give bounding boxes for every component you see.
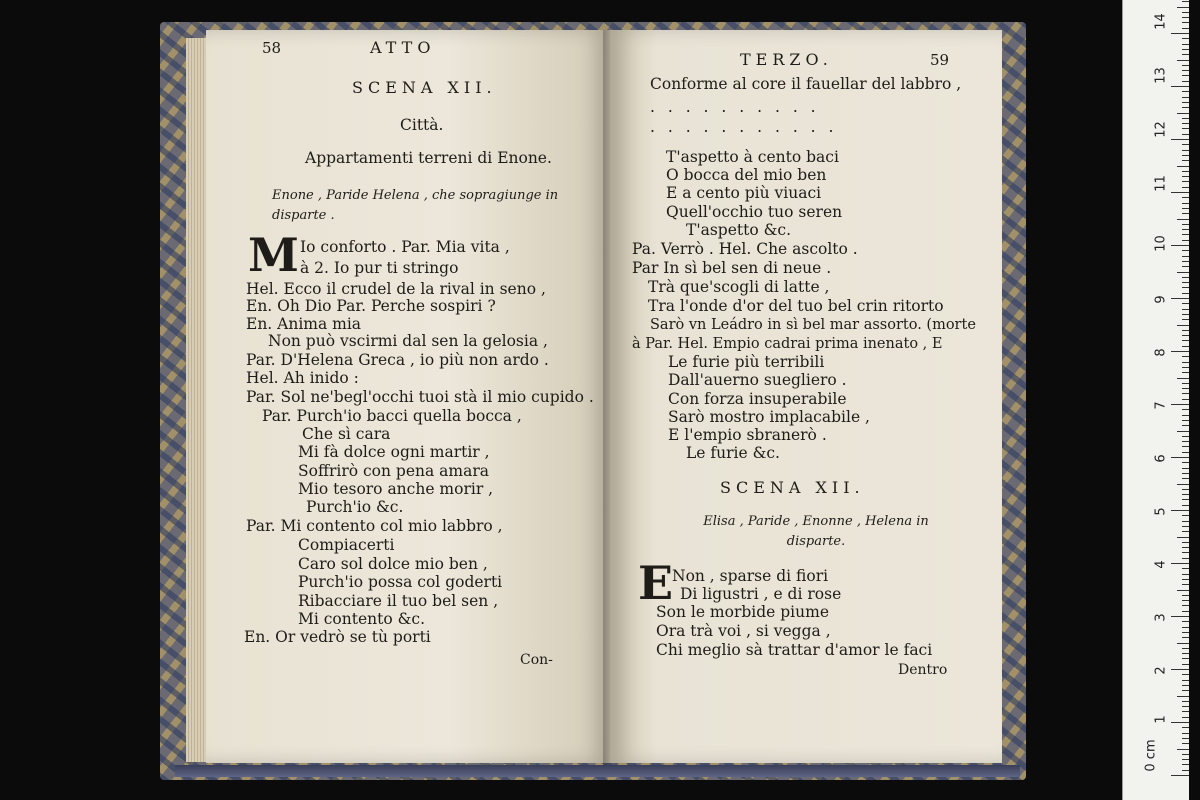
ruler-tick (1182, 176, 1189, 177)
ruler-tick (1182, 653, 1189, 654)
right-line-16: Dall'auerno suegliero . (668, 371, 847, 389)
right-line-5: O bocca del mio ben (666, 166, 827, 184)
right-bottom-line-5: Chi meglio sà trattar d'amor le faci (656, 641, 933, 659)
ruler-tick (1177, 272, 1189, 273)
ruler-tick (1182, 515, 1189, 516)
ruler-tick (1182, 1, 1189, 2)
ruler-tick (1182, 229, 1189, 230)
ruler-tick (1182, 446, 1189, 447)
ruler-tick (1182, 595, 1189, 596)
ruler-tick (1177, 590, 1189, 591)
ruler-tick (1182, 160, 1189, 161)
ruler-tick (1182, 65, 1189, 66)
ruler-tick (1182, 759, 1189, 760)
right-line-17: Con forza insuperabile (668, 390, 847, 408)
scale-ruler (1122, 0, 1189, 800)
left-line-20: Ribacciare il tuo bel sen , (298, 592, 499, 610)
ruler-tick (1182, 574, 1189, 575)
right-line-9: Pa. Verrò . Hel. Che ascolto . (632, 240, 858, 258)
ruler-tick (1182, 28, 1189, 29)
ruler-number-12: 12 (1153, 121, 1169, 138)
right-running-head: TERZO. (740, 50, 833, 69)
drop-cap-e: E (638, 556, 674, 610)
ruler-tick (1182, 552, 1189, 553)
ruler-tick (1182, 664, 1189, 665)
ruler-tick (1171, 33, 1189, 34)
right-line-6: E a cento più viuaci (666, 184, 822, 202)
ruler-tick (1182, 436, 1189, 437)
ruler-tick (1182, 293, 1189, 294)
ruler-tick (1182, 187, 1189, 188)
right-line-19: E l'empio sbranerò . (668, 426, 827, 444)
ruler-number-4: 4 (1153, 560, 1169, 569)
ruler-tick (1182, 213, 1189, 214)
ruler-tick (1177, 166, 1189, 167)
ruler-tick (1182, 425, 1189, 426)
left-line-1: Io conforto . Par. Mia vita , (300, 238, 510, 256)
ruler-tick (1177, 537, 1189, 538)
ruler-number-3: 3 (1153, 613, 1169, 622)
ruler-tick (1182, 91, 1189, 92)
ruler-tick (1182, 261, 1189, 262)
ruler-tick (1182, 319, 1189, 320)
right-line-18: Sarò mostro implacabile , (668, 408, 870, 426)
left-line-19: Purch'io possa col goderti (298, 573, 503, 591)
ruler-tick (1182, 383, 1189, 384)
ruler-tick (1182, 542, 1189, 543)
cover-bottom-edge (175, 765, 1020, 777)
ruler-tick (1177, 7, 1189, 8)
ruler-tick (1182, 107, 1189, 108)
ruler-number-9: 9 (1153, 295, 1169, 304)
ruler-tick (1182, 717, 1189, 718)
ruler-tick (1182, 44, 1189, 45)
ruler-tick (1182, 462, 1189, 463)
right-bottom-line-1: Non , sparse di fiori (672, 567, 829, 585)
ruler-tick (1182, 711, 1189, 712)
ruler-tick (1182, 256, 1189, 257)
ruler-tick (1171, 669, 1189, 670)
ruler-tick (1182, 658, 1189, 659)
ruler-tick (1182, 648, 1189, 649)
left-line-13: Soffrirò con pena amara (298, 462, 489, 480)
ruler-tick (1182, 277, 1189, 278)
ruler-tick (1182, 547, 1189, 548)
ruler-tick (1182, 12, 1189, 13)
ruler-tick (1171, 616, 1189, 617)
ruler-tick (1171, 245, 1189, 246)
ruler-tick (1182, 49, 1189, 50)
ruler-tick (1182, 97, 1189, 98)
left-catchword: Con- (520, 652, 553, 668)
ruler-tick (1182, 584, 1189, 585)
ruler-tick (1177, 378, 1189, 379)
ruler-tick (1182, 600, 1189, 601)
ruler-tick (1182, 701, 1189, 702)
ruler-tick (1182, 743, 1189, 744)
ruler-tick (1182, 521, 1189, 522)
ruler-tick (1171, 510, 1189, 511)
right-bottom-line-3: Son le morbide piume (656, 603, 829, 621)
ruler-tick (1182, 340, 1189, 341)
left-line-14: Mio tesoro anche morir , (298, 480, 494, 498)
ruler-tick (1182, 680, 1189, 681)
left-page-number: 58 (262, 39, 282, 57)
ruler-tick (1182, 70, 1189, 71)
ruler-tick (1182, 505, 1189, 506)
ruler-tick (1182, 118, 1189, 119)
ruler-tick (1182, 303, 1189, 304)
ruler-tick (1171, 139, 1189, 140)
ruler-tick (1182, 314, 1189, 315)
ruler-tick (1182, 420, 1189, 421)
ruler-tick (1182, 706, 1189, 707)
ruler-tick (1182, 409, 1189, 410)
right-line-12: Tra l'onde d'or del tuo bel crin ritorto (648, 297, 944, 315)
ruler-tick (1171, 351, 1189, 352)
left-line-16: Par. Mi contento col mio labbro , (246, 517, 503, 535)
ruler-tick (1182, 208, 1189, 209)
ruler-tick (1182, 335, 1189, 336)
ruler-tick (1177, 219, 1189, 220)
ruler-number-11: 11 (1153, 175, 1169, 192)
ruler-tick (1182, 144, 1189, 145)
drop-cap-m: M (248, 228, 299, 282)
ruler-tick (1182, 266, 1189, 267)
ruler-tick (1182, 627, 1189, 628)
ruler-tick (1182, 754, 1189, 755)
ruler-tick (1182, 393, 1189, 394)
right-line-2: . . . . . . . . . . (650, 98, 820, 116)
ruler-tick (1182, 441, 1189, 442)
ruler-tick (1182, 181, 1189, 182)
ruler-tick (1177, 431, 1189, 432)
right-line-20: Le furie &c. (686, 444, 780, 462)
ruler-tick (1182, 150, 1189, 151)
setting-label: Appartamenti terreni di Enone. (305, 149, 552, 167)
ruler-tick (1182, 637, 1189, 638)
right-line-8: T'aspetto &c. (686, 221, 792, 239)
right-bottom-line-4: Ora trà voi , si vegga , (656, 622, 831, 640)
ruler-tick (1182, 155, 1189, 156)
ruler-tick (1182, 330, 1189, 331)
ruler-tick (1182, 733, 1189, 734)
ruler-tick (1182, 356, 1189, 357)
ruler-number-5: 5 (1153, 507, 1169, 516)
ruler-tick (1182, 611, 1189, 612)
ruler-tick (1177, 484, 1189, 485)
left-line-6: Non può vscirmi dal sen la gelosia , (268, 332, 548, 350)
left-line-5: En. Anima mia (246, 315, 362, 333)
ruler-tick (1182, 764, 1189, 765)
left-line-8: Hel. Ah inido : (246, 369, 359, 387)
ruler-tick (1171, 722, 1189, 723)
left-line-17: Compiacerti (298, 536, 395, 554)
ruler-tick (1182, 526, 1189, 527)
right-line-15: Le furie più terribili (668, 353, 825, 371)
ruler-tick (1182, 489, 1189, 490)
ruler-tick (1182, 531, 1189, 532)
ruler-tick (1171, 775, 1189, 776)
left-line-12: Mi fà dolce ogni martir , (298, 443, 490, 461)
right-catchword: Dentro (898, 662, 948, 678)
ruler-tick (1182, 473, 1189, 474)
ruler-number-2: 2 (1153, 666, 1169, 675)
ruler-tick (1182, 22, 1189, 23)
ruler-number-1: 1 (1153, 715, 1169, 724)
page-stack (186, 38, 208, 762)
ruler-tick (1182, 388, 1189, 389)
ruler-tick (1182, 54, 1189, 55)
ruler-tick (1182, 287, 1189, 288)
right-line-7: Quell'occhio tuo seren (666, 203, 843, 221)
ruler-number-13: 13 (1153, 67, 1169, 84)
right-page-number: 59 (930, 51, 950, 69)
ruler-tick (1182, 579, 1189, 580)
ruler-tick (1182, 197, 1189, 198)
right-line-13: Sarò vn Leádro in sì bel mar assorto. (morte (650, 317, 976, 333)
ruler-tick (1182, 605, 1189, 606)
ruler-tick (1182, 38, 1189, 39)
ruler-tick (1182, 171, 1189, 172)
ruler-tick (1182, 282, 1189, 283)
right-line-10: Par In sì bel sen di neue . (632, 259, 832, 277)
ruler-tick (1177, 643, 1189, 644)
ruler-tick (1182, 346, 1189, 347)
ruler-tick (1182, 558, 1189, 559)
ruler-tick (1182, 568, 1189, 569)
ruler-tick (1182, 203, 1189, 204)
left-line-11: Che sì cara (302, 425, 391, 443)
left-scene-title: SCENA XII. (352, 78, 497, 97)
ruler-number-8: 8 (1153, 348, 1169, 357)
ruler-tick (1182, 240, 1189, 241)
ruler-number-14: 14 (1153, 13, 1169, 30)
ruler-tick (1182, 134, 1189, 135)
left-running-head: ATTO (370, 38, 436, 57)
ruler-tick (1182, 367, 1189, 368)
left-line-15: Purch'io &c. (306, 498, 404, 516)
ruler-tick (1171, 457, 1189, 458)
ruler-tick (1182, 685, 1189, 686)
right-bottom-line-2: Di ligustri , e di rose (680, 585, 842, 603)
ruler-tick (1177, 60, 1189, 61)
ruler-tick (1182, 632, 1189, 633)
ruler-tick (1182, 372, 1189, 373)
ruler-tick (1182, 494, 1189, 495)
ruler-tick (1182, 17, 1189, 18)
ruler-tick (1182, 468, 1189, 469)
ruler-unit-label: 0 cm (1143, 739, 1159, 772)
ruler-tick (1182, 738, 1189, 739)
ruler-number-6: 6 (1153, 454, 1169, 463)
left-line-7: Par. D'Helena Greca , io più non ardo . (246, 351, 549, 369)
ruler-tick (1182, 250, 1189, 251)
left-line-3: Hel. Ecco il crudel de la rival in seno , (246, 280, 546, 298)
ruler-tick (1182, 362, 1189, 363)
ruler-tick (1182, 727, 1189, 728)
right-line-11: Trà que'scogli di latte , (648, 278, 830, 296)
ruler-tick (1182, 81, 1189, 82)
ruler-tick (1182, 75, 1189, 76)
ruler-tick (1182, 102, 1189, 103)
ruler-tick (1171, 563, 1189, 564)
ruler-tick (1182, 224, 1189, 225)
ruler-tick (1182, 621, 1189, 622)
ruler-tick (1182, 123, 1189, 124)
left-line-18: Caro sol dolce mio ben , (298, 555, 488, 573)
ruler-number-10: 10 (1153, 235, 1169, 252)
right-scene-title: SCENA XII. (720, 478, 865, 497)
left-stage-direction: Enone , Paride Helena , che sopragiunge in disparte . (272, 188, 559, 223)
ruler-tick (1171, 404, 1189, 405)
ruler-tick (1182, 128, 1189, 129)
left-line-4: En. Oh Dio Par. Perche sospiri ? (246, 297, 496, 315)
ruler-tick (1182, 674, 1189, 675)
right-line-4: T'aspetto à cento baci (666, 148, 839, 166)
ruler-tick (1177, 696, 1189, 697)
ruler-tick (1171, 86, 1189, 87)
location-label: Città. (400, 116, 444, 134)
ruler-tick (1177, 325, 1189, 326)
ruler-tick (1182, 234, 1189, 235)
ruler-tick (1182, 452, 1189, 453)
ruler-tick (1182, 309, 1189, 310)
ruler-tick (1177, 749, 1189, 750)
ruler-tick (1177, 113, 1189, 114)
ruler-tick (1182, 690, 1189, 691)
ruler-number-7: 7 (1153, 401, 1169, 410)
left-line-2: à 2. Io pur ti stringo (300, 259, 459, 277)
ruler-tick (1182, 478, 1189, 479)
ruler-tick (1171, 192, 1189, 193)
ruler-tick (1182, 399, 1189, 400)
left-line-10: Par. Purch'io bacci quella bocca , (262, 407, 522, 425)
ruler-tick (1182, 770, 1189, 771)
right-line-14: à Par. Hel. Empio cadrai prima inenato , E (632, 336, 943, 352)
left-line-22: En. Or vedrò se tù porti (244, 628, 431, 646)
right-stage-direction: Elisa , Paride , Enonne , Helena in disparte. (703, 514, 929, 549)
right-line-1: Conforme al core il fauellar del labbro , (650, 75, 962, 93)
ruler-tick (1182, 415, 1189, 416)
right-line-3: . . . . . . . . . . . (650, 118, 838, 136)
ruler-tick (1171, 298, 1189, 299)
left-line-21: Mi contento &c. (298, 610, 426, 628)
left-line-9: Par. Sol ne'begl'occhi tuoi stà il mio cupido . (246, 388, 594, 406)
ruler-tick (1182, 499, 1189, 500)
